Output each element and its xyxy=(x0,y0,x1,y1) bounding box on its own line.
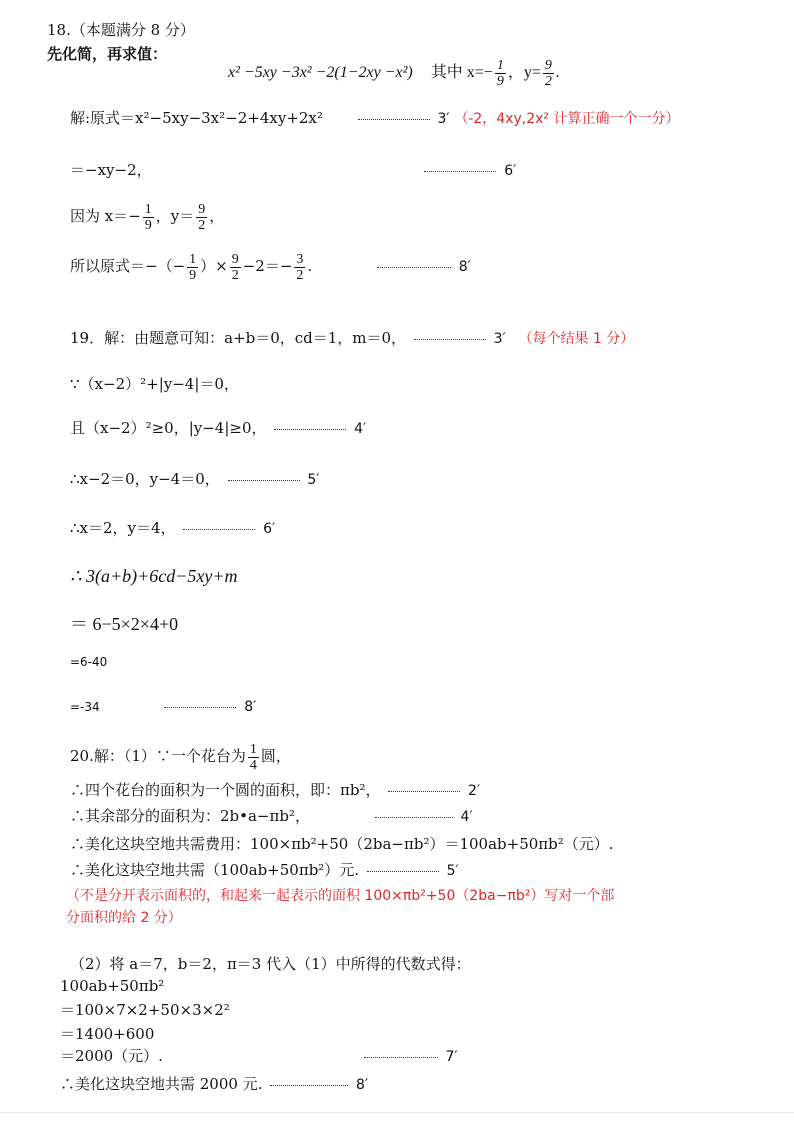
page-bottom-divider xyxy=(0,1112,794,1113)
q18-step2-mark: 6′ xyxy=(504,163,517,179)
q19-line3-mark: 4′ xyxy=(354,421,367,437)
q20-line2 xyxy=(70,780,480,801)
q19-line1-note: （每个结果 1 分） xyxy=(518,331,635,347)
q20-part2-line3: ＝100×7×2+50×3×2² xyxy=(60,1001,230,1019)
q20-line1 xyxy=(70,736,291,776)
numerator: 9 xyxy=(198,201,206,217)
q19-line1-text: 19．解：由题意可知：a+b＝0，cd＝1，m＝0， xyxy=(70,329,407,347)
denominator: 9 xyxy=(496,74,504,89)
q18-step4-mid: ）× xyxy=(200,257,228,275)
q20-part2-line6-mark: 8′ xyxy=(356,1077,369,1093)
q18-step1-text: 解:原式＝x²−5xy−3x²−2+4xy+2x² xyxy=(70,109,323,127)
numerator: 3 xyxy=(296,251,304,267)
q20-line3 xyxy=(70,806,473,827)
q20-part2-line5-mark: 7′ xyxy=(445,1049,458,1065)
numerator: 1 xyxy=(496,58,504,73)
q20-part2-line4: ＝1400+600 xyxy=(60,1025,155,1043)
q20-line1-fraction xyxy=(248,742,259,773)
q20-part2-line5 xyxy=(60,1046,458,1067)
q18-step3 xyxy=(70,196,224,236)
dotted-leader xyxy=(364,1057,438,1058)
q19-line1-mark: 3′ xyxy=(493,331,506,347)
q18-cond-x-fraction xyxy=(495,58,506,89)
q20-part2-line2: 100ab+50πb² xyxy=(60,977,165,995)
q18-step4-b-fraction xyxy=(230,252,241,283)
q18-header: 18.（本题满分 8 分） xyxy=(47,21,195,39)
q18-step3-end: ， xyxy=(209,207,225,225)
q20-part2-line1: （2）将 a＝7，b＝2，π＝3 代入（1）中所得的代数式得： xyxy=(70,955,471,973)
denominator: 2 xyxy=(296,267,304,283)
q20-part2-line5-text: ＝2000（元）. xyxy=(60,1047,163,1065)
q19-line9-text: =-34 xyxy=(70,700,100,714)
dotted-leader xyxy=(414,339,486,340)
denominator: 2 xyxy=(198,217,206,233)
dotted-leader xyxy=(228,480,300,481)
q18-step4 xyxy=(70,246,471,287)
numerator: 1 xyxy=(249,741,257,757)
q18-expression xyxy=(228,58,560,89)
q18-cond-mid: ，y= xyxy=(507,64,541,82)
dotted-leader xyxy=(375,817,453,818)
q20-line1-prefix: 20.解：（1）∵一个花台为 xyxy=(70,747,246,765)
q18-cond-end: . xyxy=(555,64,560,82)
dotted-leader xyxy=(424,171,496,172)
dotted-leader xyxy=(274,429,346,430)
numerator: 1 xyxy=(189,251,197,267)
q20-line3-mark: 4′ xyxy=(460,809,473,825)
q19-line5-mark: 6′ xyxy=(263,521,276,537)
q18-step2 xyxy=(70,160,516,181)
q19-line9 xyxy=(70,696,256,717)
q20-line1-end: 圆， xyxy=(260,747,291,765)
q19-line4-text: ∴x−2＝0，y−4＝0， xyxy=(70,470,220,488)
q19-line8: =6-40 xyxy=(70,655,108,669)
q20-line3-text: ∴其余部分的面积为：2b•a−πb²， xyxy=(70,807,310,825)
q18-step1-mark: 3′ xyxy=(437,111,450,127)
q20-line5 xyxy=(70,860,459,881)
q20-part2-line6-text: ∴美化这块空地共需 2000 元. xyxy=(60,1075,263,1093)
q18-cond-y-fraction xyxy=(543,58,554,89)
denominator: 2 xyxy=(231,267,239,283)
dotted-leader xyxy=(358,119,430,120)
q18-condition-prefix: 其中 x=− xyxy=(430,64,493,82)
dotted-leader xyxy=(388,791,460,792)
denominator: 2 xyxy=(544,74,552,89)
q18-expression-text: x² −5xy −3x² −2(1−2xy −x²) xyxy=(228,64,413,82)
q18-step2-text: ＝−xy−2， xyxy=(70,161,152,179)
q20-line4: ∴美化这块空地共需费用：100×πb²+50（2ba−πb²）＝100ab+50πb²（元）. xyxy=(70,835,614,853)
dotted-leader xyxy=(270,1085,348,1086)
q18-step4-mid2: −2＝− xyxy=(242,257,293,275)
q18-step1 xyxy=(70,108,680,129)
q19-line6: ∴ 3(a+b)+6cd−5xy+m xyxy=(70,566,238,586)
q18-step4-prefix: 所以原式＝−（− xyxy=(70,257,186,275)
q18-step4-a-fraction xyxy=(187,252,198,283)
numerator: 9 xyxy=(544,58,552,73)
q19-line3 xyxy=(70,418,366,439)
q19-line2: ∵（x−2）²+|y−4|＝0， xyxy=(70,375,239,393)
q19-line3-text: 且（x−2）²≥0，|y−4|≥0， xyxy=(70,419,267,437)
dotted-leader xyxy=(164,707,236,708)
q18-step4-c-fraction xyxy=(294,252,305,283)
q20-line5-mark: 5′ xyxy=(446,863,459,879)
q18-instruction: 先化简，再求值： xyxy=(47,45,168,63)
q18-step4-mark: 8′ xyxy=(458,259,471,275)
q20-part2-line6 xyxy=(60,1074,368,1095)
q19-line9-mark: 8′ xyxy=(244,699,257,715)
q20-line2-text: ∴四个花台的面积为一个圆的面积，即：πb²， xyxy=(70,781,381,799)
dotted-leader xyxy=(377,267,451,268)
q19-line5-text: ∴x＝2，y＝4， xyxy=(70,519,176,537)
numerator: 9 xyxy=(231,251,239,267)
q18-step4-end: . xyxy=(307,257,313,275)
q18-step3-prefix: 因为 x＝− xyxy=(70,207,141,225)
q19-line1 xyxy=(70,328,634,349)
q18-step3-y-fraction xyxy=(196,202,207,233)
q20-line2-mark: 2′ xyxy=(468,783,481,799)
q19-line7: ＝ 6−5×2×4+0 xyxy=(70,614,179,634)
q20-note-line2: 分面积的给 2 分） xyxy=(66,910,182,926)
q18-step1-note: （-2，4xy,2x² 计算正确一个一分） xyxy=(454,111,680,127)
q20-line5-text: ∴美化这块空地共需（100ab+50πb²）元. xyxy=(70,861,360,879)
denominator: 9 xyxy=(144,217,152,233)
q20-note-line1: （不是分开表示面积的，和起来一起表示的面积 100×πb²+50（2ba−πb²）写对一个部 xyxy=(66,888,615,904)
q19-line4-mark: 5′ xyxy=(307,472,320,488)
q18-step3-mid: ，y＝ xyxy=(155,207,195,225)
q19-line5 xyxy=(70,518,275,539)
q18-step3-x-fraction xyxy=(143,202,154,233)
numerator: 1 xyxy=(144,201,152,217)
q19-line4 xyxy=(70,469,319,490)
dotted-leader xyxy=(183,529,255,530)
denominator: 9 xyxy=(189,267,197,283)
denominator: 4 xyxy=(249,757,257,773)
dotted-leader xyxy=(367,871,439,872)
